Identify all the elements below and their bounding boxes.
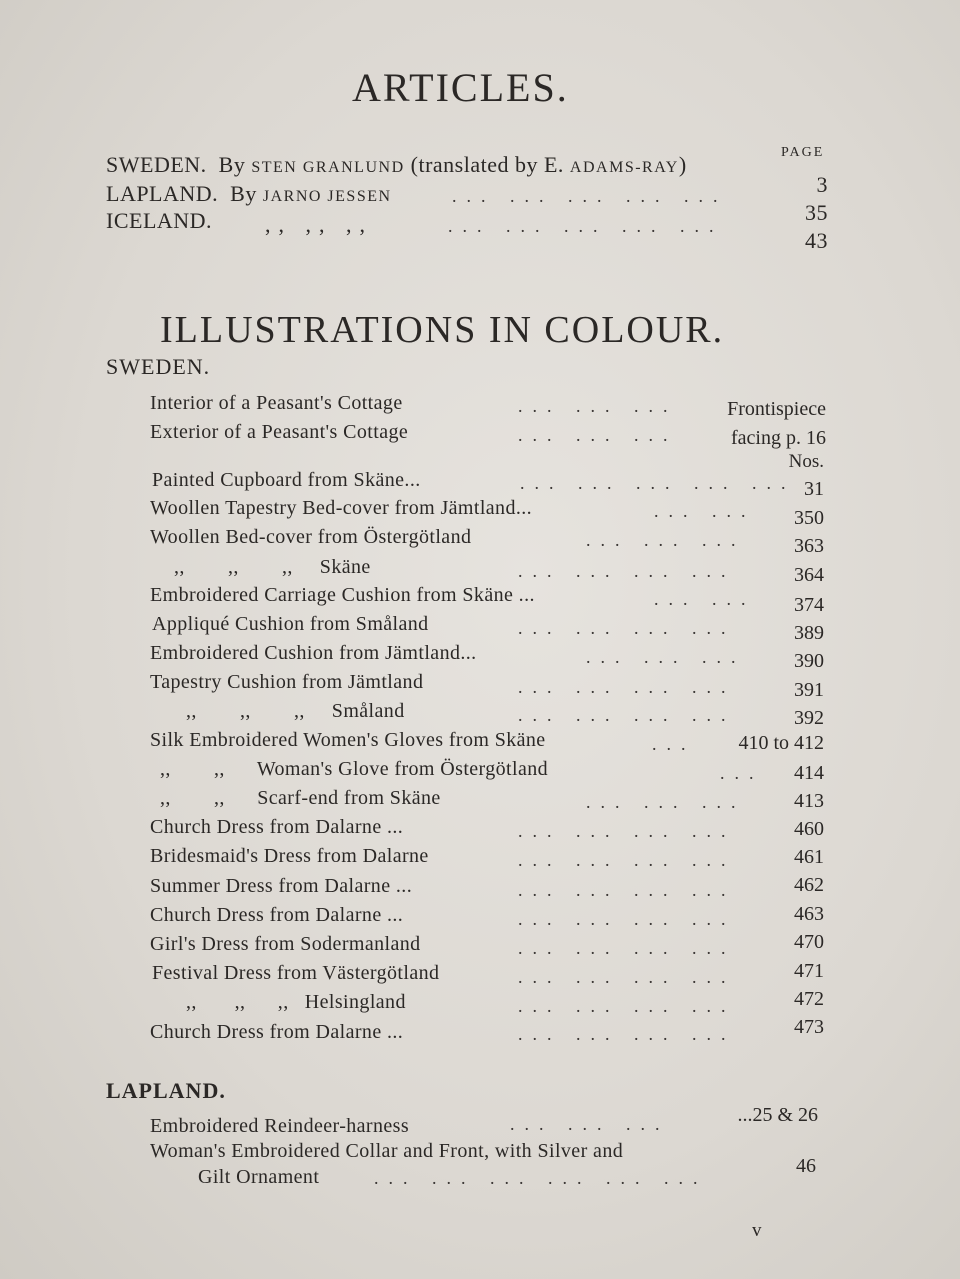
item-number: 414	[794, 762, 824, 784]
article-author: JARNO JESSEN	[262, 188, 392, 205]
item-leader-dots: ...	[652, 734, 696, 754]
item-label: Summer Dress from Dalarne ...	[150, 875, 413, 897]
item-number: 392	[794, 707, 824, 729]
item-number: 471	[794, 960, 824, 982]
item-label: Embroidered Cushion from Jämtland...	[150, 642, 477, 664]
item-label: Festival Dress from Västergötland	[152, 962, 440, 984]
item-number: 462	[794, 874, 824, 896]
nos-label: Nos.	[788, 451, 824, 472]
section-heading-sweden: SWEDEN.	[106, 354, 211, 379]
item-leader-dots: ... ... ...	[586, 530, 746, 550]
item-label: Appliqué Cushion from Småland	[152, 613, 429, 635]
article-row-lapland	[106, 181, 392, 207]
item-leader-dots: ... ... ... ...	[518, 967, 736, 987]
item-leader-dots: ... ... ... ...	[518, 821, 736, 841]
article-page-number: 43	[805, 228, 828, 253]
article-leader-dots: ... ... ... ... ...	[452, 186, 728, 206]
item-label: Girl's Dress from Sodermanland	[150, 933, 421, 955]
item-label: ,, ,, Woman's Glove from Östergötland	[160, 758, 549, 780]
plate-ref: facing p. 16	[731, 427, 826, 449]
item-number: 390	[794, 650, 824, 672]
item-leader-dots: ... ... ... ...	[518, 909, 736, 929]
item-label: ,, ,, ,, Småland	[186, 700, 405, 722]
article-title: ICELAND.	[106, 208, 213, 233]
item-leader-dots: ... ... ... ...	[518, 938, 736, 958]
item-leader-dots: ... ... ... ...	[518, 677, 736, 697]
item-leader-dots: ... ...	[654, 501, 756, 521]
item-number: ...25 & 26	[737, 1104, 818, 1126]
plate-label: Interior of a Peasant's Cottage	[150, 392, 403, 414]
item-leader-dots: ... ... ... ...	[518, 1024, 736, 1044]
item-leader-dots: ... ... ...	[586, 647, 746, 667]
item-leader-dots: ... ... ... ...	[518, 561, 736, 581]
item-label: Silk Embroidered Women's Gloves from Skäne	[150, 729, 546, 751]
article-row-sweden	[106, 152, 687, 178]
item-leader-dots: ... ... ... ... ... ...	[374, 1168, 708, 1188]
item-label: Embroidered Reindeer-harness	[150, 1115, 410, 1137]
item-number: 470	[794, 931, 824, 953]
item-label: Embroidered Carriage Cushion from Skäne ...	[150, 584, 535, 606]
plate-leader-dots: ... ... ...	[518, 396, 678, 416]
item-number: 46	[796, 1155, 816, 1177]
item-label: ,, ,, ,, Skäne	[174, 556, 371, 578]
item-leader-dots: ... ... ... ...	[518, 880, 736, 900]
item-label: Church Dress from Dalarne ...	[150, 1021, 404, 1043]
item-label: Bridesmaid's Dress from Dalarne	[150, 845, 429, 867]
article-row-iceland	[106, 208, 212, 234]
plate-label: Exterior of a Peasant's Cottage	[150, 421, 409, 443]
item-label: Church Dress from Dalarne ...	[150, 904, 404, 926]
item-number: 463	[794, 903, 824, 925]
item-leader-dots: ...	[720, 763, 764, 783]
item-number: 410 to 412	[738, 732, 824, 754]
page-column-label: PAGE	[781, 145, 825, 160]
item-number: 472	[794, 988, 824, 1010]
item-number: 363	[794, 535, 824, 557]
article-title: LAPLAND.	[106, 181, 219, 206]
item-leader-dots: ... ...	[654, 589, 756, 609]
item-leader-dots: ... ... ... ...	[518, 618, 736, 638]
item-number: 350	[794, 507, 824, 529]
articles-heading: ARTICLES.	[352, 65, 569, 110]
item-number: 389	[794, 622, 824, 644]
illustrations-heading: ILLUSTRATIONS IN COLOUR.	[160, 309, 725, 351]
item-number: 460	[794, 818, 824, 840]
item-leader-dots: ... ... ... ...	[518, 850, 736, 870]
article-author: STEN GRANLUND	[251, 159, 405, 176]
item-number: 413	[794, 790, 824, 812]
article-close-paren: )	[678, 152, 687, 177]
item-leader-dots: ... ... ... ...	[518, 705, 736, 725]
section-heading-lapland: LAPLAND.	[106, 1078, 226, 1103]
article-translated: (translated by E.	[410, 152, 564, 177]
item-leader-dots: ... ... ... ... ...	[520, 473, 796, 493]
plate-leader-dots: ... ... ...	[518, 425, 678, 445]
article-translator: ADAMS-RAY	[569, 159, 679, 176]
item-number: 391	[794, 679, 824, 701]
item-label: Tapestry Cushion from Jämtland	[150, 671, 424, 693]
item-number: 364	[794, 564, 824, 586]
item-label: ,, ,, Scarf-end from Skäne	[160, 787, 441, 809]
article-by: By	[230, 181, 257, 206]
article-page-number: 35	[805, 200, 828, 225]
item-label: Woollen Bed-cover from Östergötland	[150, 526, 472, 548]
plate-ref: Frontispiece	[727, 398, 826, 420]
item-label: Church Dress from Dalarne ...	[150, 816, 404, 838]
item-number: 374	[794, 594, 824, 616]
page-folio: v	[752, 1220, 762, 1241]
article-by: By	[218, 152, 246, 177]
item-number: 461	[794, 846, 824, 868]
item-leader-dots: ... ... ...	[510, 1114, 670, 1134]
item-label: Painted Cupboard from Skäne...	[152, 469, 421, 491]
item-number: 31	[804, 478, 824, 500]
article-title: SWEDEN.	[106, 152, 207, 177]
article-ditto-marks: ,, ,, ,,	[265, 212, 373, 237]
item-label: Woman's Embroidered Collar and Front, with Silver and	[150, 1140, 624, 1162]
item-label: Woollen Tapestry Bed-cover from Jämtland...	[150, 497, 533, 519]
article-page-number: 3	[816, 172, 828, 197]
item-number: 473	[794, 1016, 824, 1038]
item-label: ,, ,, ,, Helsingland	[186, 991, 406, 1013]
item-leader-dots: ... ... ... ...	[518, 996, 736, 1016]
article-leader-dots: ... ... ... ... ...	[448, 216, 724, 236]
item-label-continued: Gilt Ornament	[198, 1166, 320, 1188]
item-leader-dots: ... ... ...	[586, 792, 746, 812]
